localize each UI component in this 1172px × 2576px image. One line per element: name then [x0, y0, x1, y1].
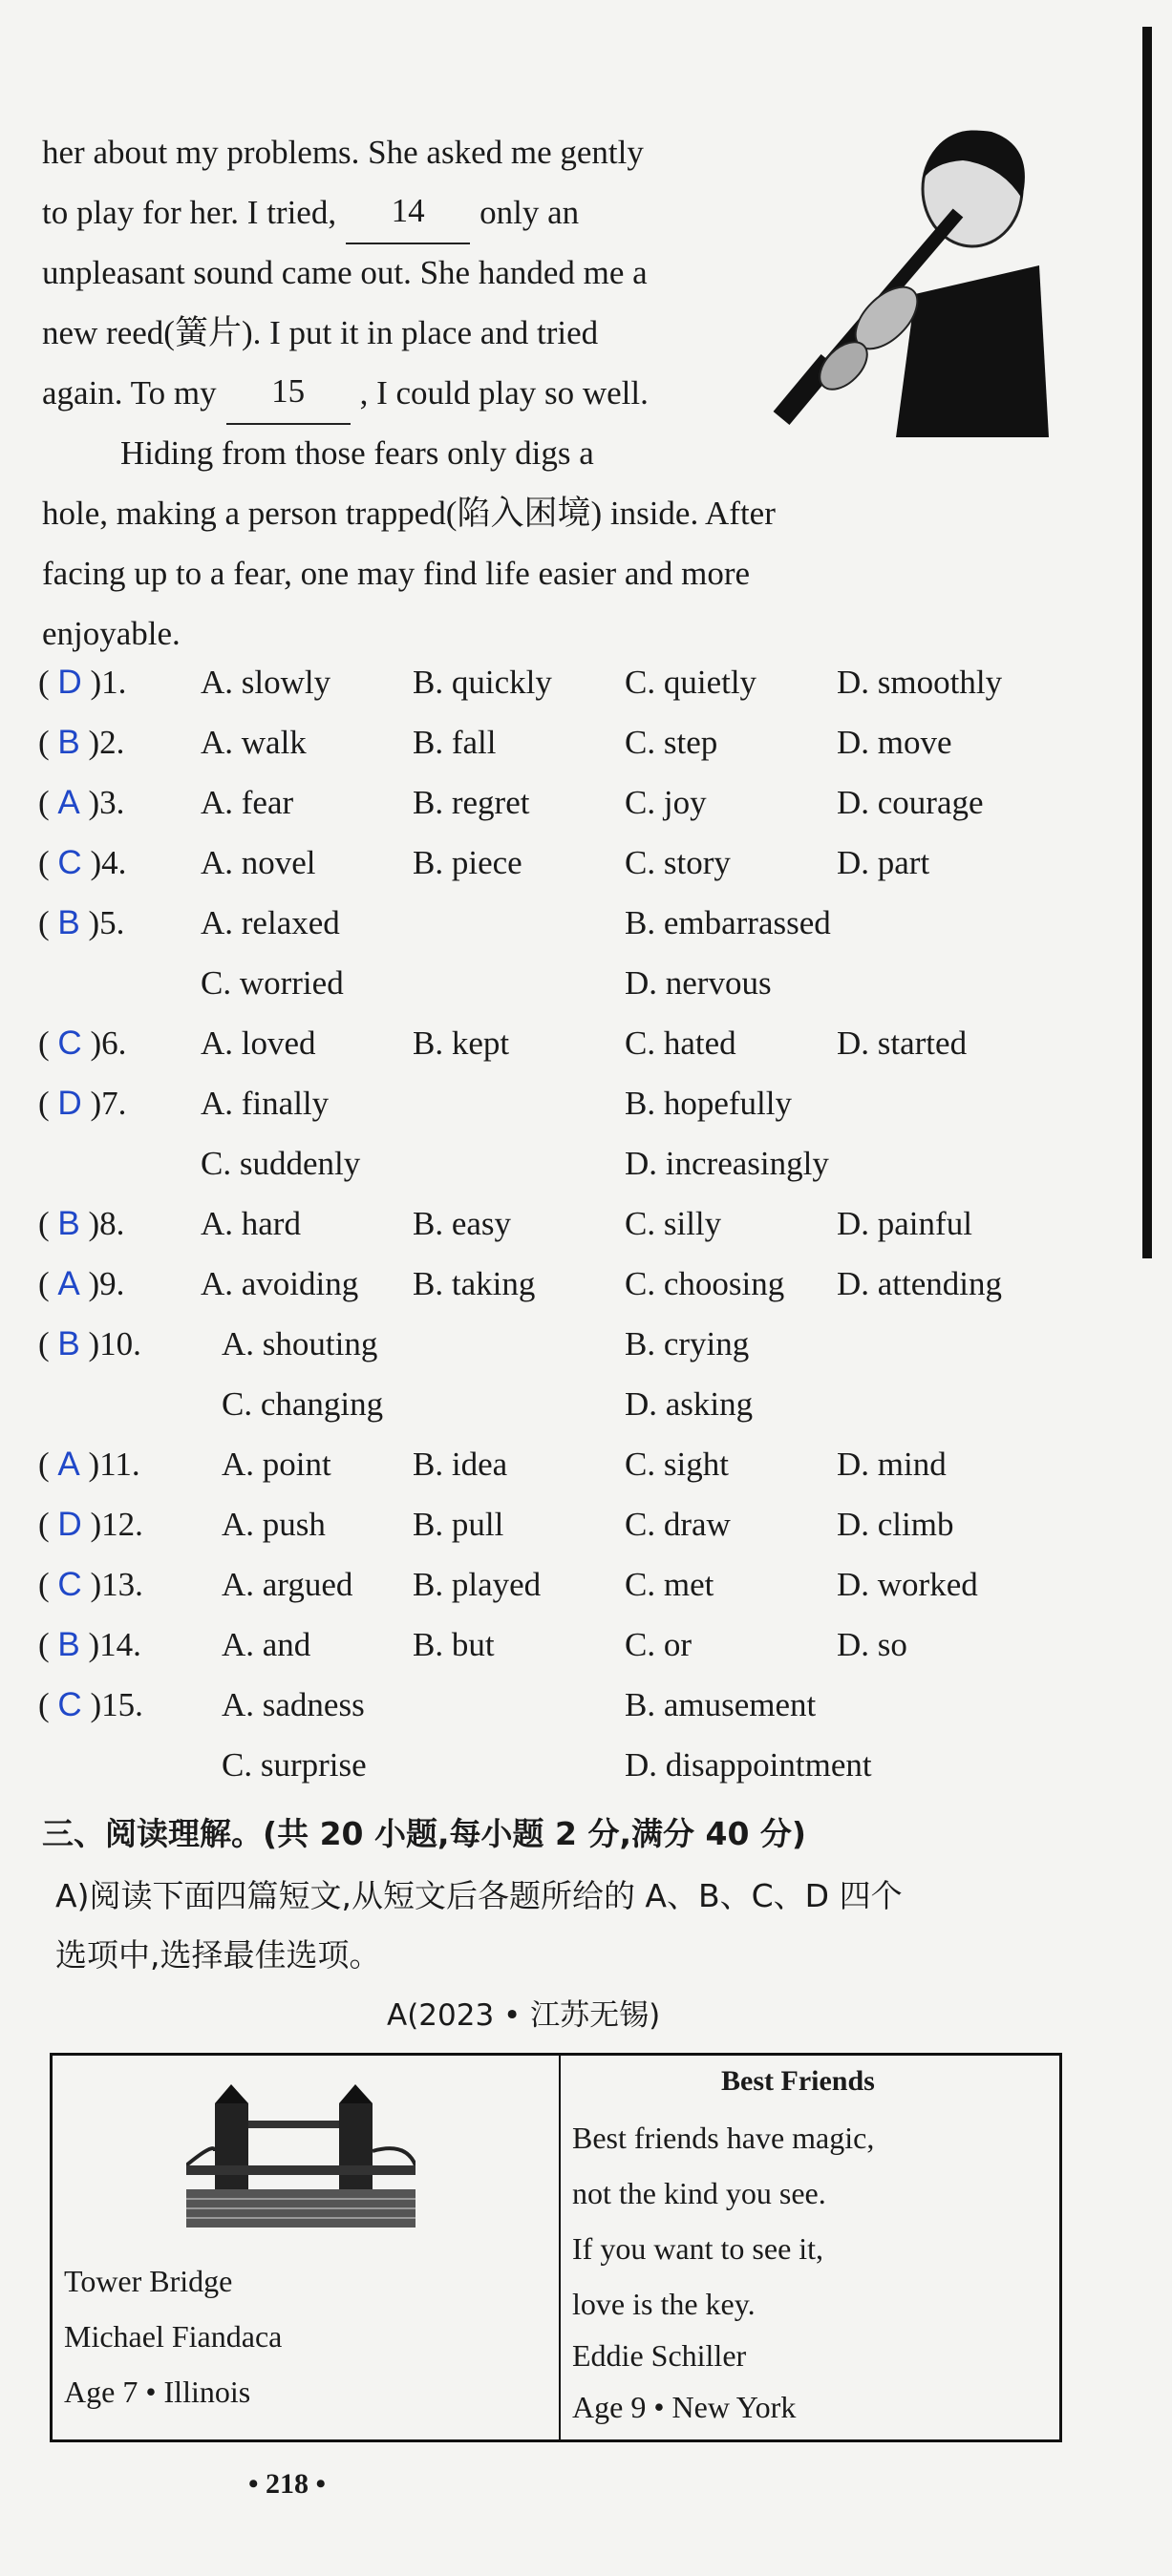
- option-a: A. relaxed: [201, 904, 340, 941]
- page-number: • 218 •: [248, 2468, 327, 2500]
- card-left-info: Age 7 • Illinois: [64, 2375, 251, 2409]
- card-right-line: love is the key.: [572, 2287, 756, 2321]
- option-c: C. worried: [201, 964, 344, 1002]
- boy-playing-clarinet-image: [772, 122, 1049, 437]
- option-a: A. shouting: [222, 1325, 378, 1362]
- passage-line: new reed(簧片). I put it in place and tried: [42, 314, 599, 351]
- option-b: B. hopefully: [625, 1085, 792, 1122]
- answer-mark: C: [57, 1024, 82, 1062]
- option-d: D. asking: [625, 1385, 754, 1423]
- option-d: D. worked: [837, 1566, 978, 1603]
- card-right-title: Best Friends: [721, 2065, 875, 2097]
- option-b: B. regret: [413, 784, 530, 821]
- option-d: D. mind: [837, 1446, 947, 1483]
- option-a: A. slowly: [201, 664, 331, 701]
- question-13: ( C )13.: [38, 1566, 143, 1603]
- option-d: D. increasingly: [625, 1145, 829, 1182]
- option-d: D. so: [837, 1626, 907, 1663]
- option-c: C. met: [625, 1566, 714, 1603]
- option-b: B. embarrassed: [625, 904, 831, 941]
- question-5: ( B )5.: [38, 904, 125, 941]
- option-d: D. climb: [837, 1506, 954, 1543]
- question-8: ( B )8.: [38, 1205, 125, 1242]
- question-9: ( A )9.: [38, 1265, 125, 1302]
- card-right-line: If you want to see it,: [572, 2231, 824, 2266]
- option-b: B. pull: [413, 1506, 504, 1543]
- option-a: A. loved: [201, 1024, 316, 1062]
- answer-mark: C: [57, 1686, 82, 1723]
- question-3: ( A )3.: [38, 784, 125, 821]
- question-10: ( B )10.: [38, 1325, 141, 1362]
- option-c: C. sight: [625, 1446, 729, 1483]
- passage-bottom: [42, 483, 1121, 664]
- option-d: D. started: [837, 1024, 968, 1062]
- card-divider: [559, 2056, 561, 2439]
- passage-line: hole, making a person trapped(陷入困境) inside. After: [42, 495, 776, 532]
- option-d: D. move: [837, 724, 952, 761]
- option-b: B. idea: [413, 1446, 508, 1483]
- passage-line: to play for her. I tried, 14 only an: [42, 182, 749, 243]
- passage-top: [42, 122, 749, 483]
- option-b: B. crying: [625, 1325, 750, 1362]
- answer-mark: B: [57, 1325, 80, 1362]
- option-d: D. smoothly: [837, 664, 1003, 701]
- passage-line: her about my problems. She asked me gently: [42, 134, 644, 171]
- option-c: C. step: [625, 724, 718, 761]
- card-right-line: not the kind you see.: [572, 2176, 826, 2210]
- section-instruction: A)阅读下面四篇短文,从短文后各题所给的 A、B、C、D 四个: [55, 1877, 903, 1914]
- option-a: A. finally: [201, 1085, 330, 1122]
- option-a: A. and: [222, 1626, 311, 1663]
- question-11: ( A )11.: [38, 1446, 140, 1483]
- option-c: C. draw: [625, 1506, 731, 1543]
- option-a: A. point: [222, 1446, 331, 1483]
- option-c: C. suddenly: [201, 1145, 361, 1182]
- passage-a-subheading: A(2023 • 江苏无锡): [387, 1998, 661, 2033]
- option-b: B. amusement: [625, 1686, 817, 1723]
- poem-cards-table: [50, 2053, 1062, 2442]
- card-right-line: Best friends have magic,: [572, 2121, 875, 2155]
- answer-mark: D: [57, 1085, 82, 1122]
- blank-15: 15: [226, 363, 351, 425]
- passage-line: Hiding from those fears only digs a: [120, 434, 594, 472]
- option-a: A. push: [222, 1506, 326, 1543]
- option-d: D. nervous: [625, 964, 772, 1002]
- option-c: C. surprise: [222, 1746, 367, 1784]
- option-b: B. easy: [413, 1205, 512, 1242]
- option-b: B. taking: [413, 1265, 536, 1302]
- answer-mark: D: [57, 1506, 82, 1543]
- option-d: D. part: [837, 844, 930, 881]
- option-d: D. painful: [837, 1205, 972, 1242]
- option-b: B. piece: [413, 844, 522, 881]
- option-d: D. courage: [837, 784, 984, 821]
- answer-mark: B: [57, 1205, 80, 1242]
- section-instruction: 选项中,选择最佳选项。: [55, 1936, 381, 1974]
- option-a: A. hard: [201, 1205, 301, 1242]
- option-b: B. played: [413, 1566, 542, 1603]
- answer-mark: B: [57, 904, 80, 941]
- option-c: C. or: [625, 1626, 692, 1663]
- option-c: C. joy: [625, 784, 707, 821]
- question-15: ( C )15.: [38, 1686, 143, 1723]
- option-c: C. changing: [222, 1385, 384, 1423]
- answer-mark: A: [57, 784, 80, 821]
- option-d: D. attending: [837, 1265, 1003, 1302]
- option-a: A. avoiding: [201, 1265, 359, 1302]
- passage-line: unpleasant sound came out. She handed me a: [42, 254, 648, 291]
- passage-line: again. To my 15 , I could play so well.: [42, 363, 749, 423]
- card-right-author: Eddie Schiller: [572, 2338, 747, 2373]
- question-4: ( C )4.: [38, 844, 127, 881]
- option-b: B. kept: [413, 1024, 510, 1062]
- section-heading: 三、阅读理解。(共 20 小题,每小题 2 分,满分 40 分): [42, 1815, 806, 1852]
- option-b: B. fall: [413, 724, 497, 761]
- passage-line: facing up to a fear, one may find life easier and more: [42, 555, 751, 592]
- passage-line: enjoyable.: [42, 615, 181, 652]
- option-b: B. but: [413, 1626, 495, 1663]
- option-b: B. quickly: [413, 664, 552, 701]
- question-6: ( C )6.: [38, 1024, 127, 1062]
- question-7: ( D )7.: [38, 1085, 127, 1122]
- tower-bridge-drawing: [186, 2084, 416, 2228]
- option-a: A. argued: [222, 1566, 353, 1603]
- card-right-info: Age 9 • New York: [572, 2390, 797, 2424]
- option-c: C. silly: [625, 1205, 722, 1242]
- answer-mark: C: [57, 1566, 82, 1603]
- option-a: A. fear: [201, 784, 294, 821]
- answer-mark: A: [57, 1446, 80, 1483]
- answer-mark: C: [57, 844, 82, 881]
- option-c: C. story: [625, 844, 731, 881]
- answer-mark: B: [57, 724, 80, 761]
- card-left-author: Michael Fiandaca: [64, 2319, 283, 2354]
- option-a: A. sadness: [222, 1686, 365, 1723]
- option-a: A. walk: [201, 724, 307, 761]
- page-edge-bar: [1142, 27, 1152, 1258]
- question-2: ( B )2.: [38, 724, 125, 761]
- option-a: A. novel: [201, 844, 316, 881]
- option-c: C. quietly: [625, 664, 757, 701]
- option-d: D. disappointment: [625, 1746, 872, 1784]
- question-1: ( D )1.: [38, 664, 127, 701]
- card-left-title: Tower Bridge: [64, 2264, 233, 2298]
- answer-mark: A: [57, 1265, 80, 1302]
- option-c: C. choosing: [625, 1265, 785, 1302]
- question-14: ( B )14.: [38, 1626, 141, 1663]
- answer-mark: D: [57, 664, 82, 701]
- answer-mark: B: [57, 1626, 80, 1663]
- question-12: ( D )12.: [38, 1506, 143, 1543]
- blank-14: 14: [346, 182, 470, 244]
- option-c: C. hated: [625, 1024, 736, 1062]
